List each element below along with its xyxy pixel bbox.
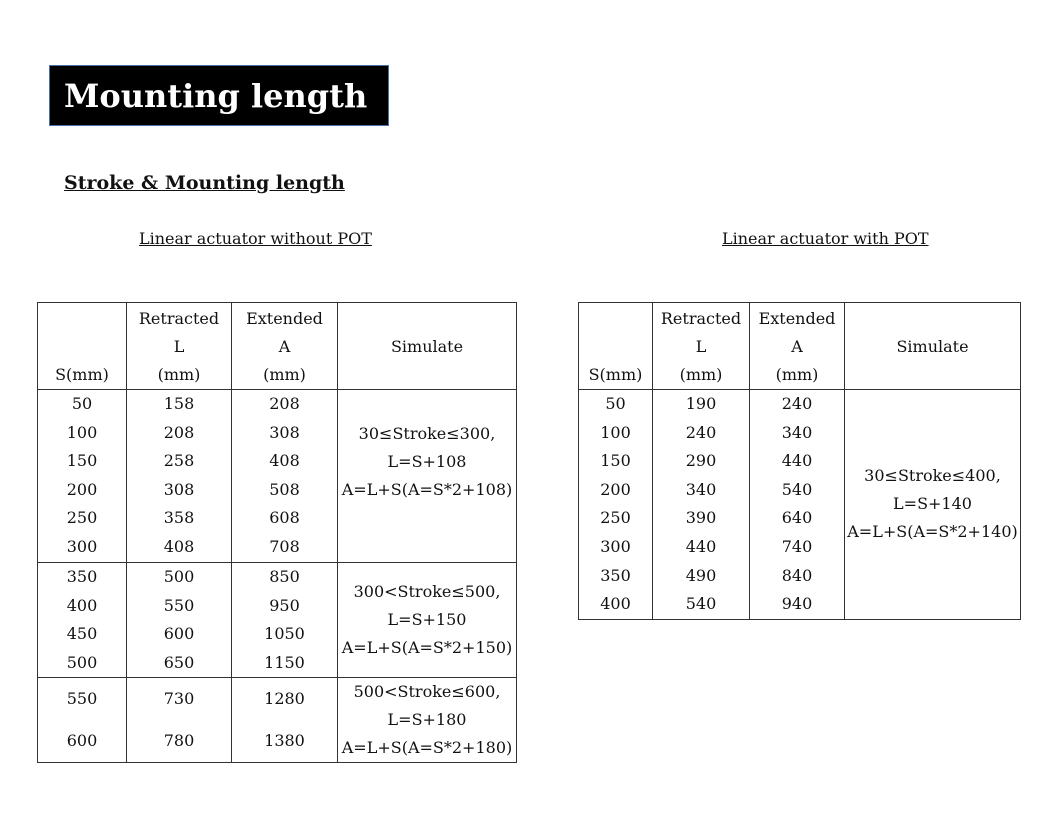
simulate-formula: 30≤Stroke≤300, L=S+108 A=L+S(A=S*2+108) — [338, 390, 517, 563]
table-with-pot — [578, 302, 1021, 620]
header-retracted: Retracted L (mm) — [127, 303, 232, 390]
s-values: 350 400 450 500 — [38, 563, 127, 678]
section-heading: Stroke & Mounting length — [64, 172, 345, 194]
right-table-caption: Linear actuator with POT — [722, 229, 929, 248]
s-values: 550 600 — [38, 678, 127, 763]
l-values: 158 208 258 308 358 408 — [127, 390, 232, 563]
table-row-group — [38, 390, 517, 563]
page-title — [49, 65, 389, 126]
table-row-group — [579, 390, 1021, 620]
simulate-formula: 500<Stroke≤600, L=S+180 A=L+S(A=S*2+180) — [338, 678, 517, 763]
table-header-row — [579, 303, 1021, 390]
table-row-group — [38, 678, 517, 763]
table-without-pot — [37, 302, 517, 763]
simulate-formula: 300<Stroke≤500, L=S+150 A=L+S(A=S*2+150) — [338, 563, 517, 678]
a-values: 1280 1380 — [232, 678, 338, 763]
l-values: 500 550 600 650 — [127, 563, 232, 678]
simulate-formula: 30≤Stroke≤400, L=S+140 A=L+S(A=S*2+140) — [845, 390, 1021, 620]
table-header-row — [38, 303, 517, 390]
a-values: 240 340 440 540 640 740 840 940 — [750, 390, 845, 620]
header-s: S(mm) — [38, 303, 127, 390]
header-s: S(mm) — [579, 303, 653, 390]
table-row-group — [38, 563, 517, 678]
s-values: 50 100 150 200 250 300 — [38, 390, 127, 563]
header-extended: Extended A (mm) — [232, 303, 338, 390]
header-extended: Extended A (mm) — [750, 303, 845, 390]
s-values: 50 100 150 200 250 300 350 400 — [579, 390, 653, 620]
a-values: 208 308 408 508 608 708 — [232, 390, 338, 563]
header-retracted: Retracted L (mm) — [653, 303, 750, 390]
header-simulate: Simulate — [338, 303, 517, 390]
left-table-caption: Linear actuator without POT — [139, 229, 372, 248]
header-simulate: Simulate — [845, 303, 1021, 390]
l-values: 730 780 — [127, 678, 232, 763]
l-values: 190 240 290 340 390 440 490 540 — [653, 390, 750, 620]
page-title-text: Mounting length — [64, 76, 368, 115]
a-values: 850 950 1050 1150 — [232, 563, 338, 678]
